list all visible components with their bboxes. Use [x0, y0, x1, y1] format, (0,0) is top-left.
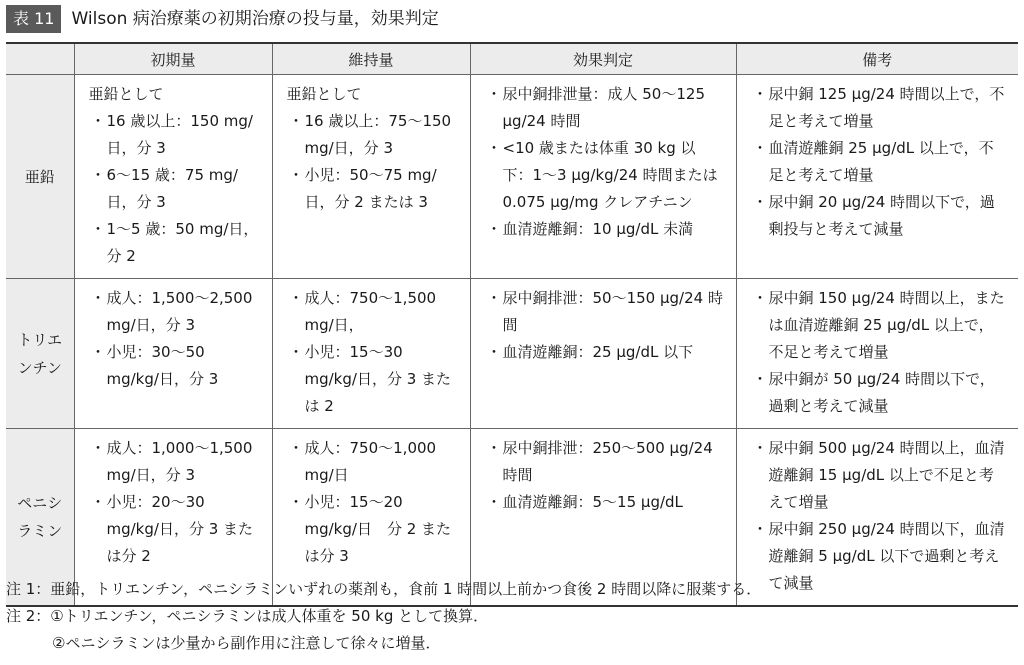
note-1: 注 1：亜鉛，トリエンチン，ペニシラミンいずれの薬剤も，食前 1 時間以上前かつ食後 2 時間以降に服薬する．: [6, 580, 762, 598]
list-item: ・ 16 歳以上：75〜150 mg/日，分 3: [287, 108, 460, 162]
header-remarks: 備考: [736, 43, 1018, 75]
table-row-trientine: [6, 279, 1018, 429]
list-item: ・ 尿中銅 20 μg/24 時間以下で，過剰投与と考えて減量: [751, 189, 1009, 243]
drug-name-line: ラミン: [17, 522, 63, 540]
initial-dose-cell: [74, 279, 272, 429]
list-item: ・ 尿中銅 150 μg/24 時間以上，または血清遊離銅 25 μg/dL 以上で，不足と考えて増量: [751, 285, 1009, 366]
list-item: ・ 成人：1,000〜1,500 mg/日，分 3: [89, 435, 262, 489]
list-item: ・ 小児：30〜50 mg/kg/日，分 3: [89, 339, 262, 393]
cell-lead-text: 亜鉛として: [286, 85, 362, 103]
maintenance-dose-cell: [272, 75, 470, 279]
list-item: ・ 尿中銅が 50 μg/24 時間以下で，過剰と考えて減量: [751, 366, 1009, 420]
header-maintenance-dose: 維持量: [272, 43, 470, 75]
list-item: ・ 血清遊離銅 25 μg/dL 以上で，不足と考えて増量: [751, 135, 1009, 189]
drug-name-line: ンチン: [17, 358, 62, 377]
remarks-cell: [736, 279, 1018, 429]
drug-name: 亜鉛: [24, 167, 55, 186]
list-item: ・ 尿中銅 500 μg/24 時間以上，血清遊離銅 15 μg/dL 以上で不足と考えて増量: [751, 435, 1009, 516]
remarks-cell: [736, 75, 1018, 279]
list-item: ・ 16 歳以上：150 mg/日，分 3: [89, 108, 262, 162]
list-item: ・ 成人：750〜1,000 mg/日: [287, 435, 460, 489]
list-item: ・ 尿中銅排泄：50〜150 μg/24 時間: [485, 285, 726, 339]
initial-dose-cell: [74, 75, 272, 279]
drug-name-cell: [6, 279, 74, 429]
list-item: ・ 小児：20〜30 mg/kg/日，分 3 または分 2: [89, 489, 262, 570]
list-item: ・ 尿中銅排泄：250〜500 μg/24 時間: [485, 435, 726, 489]
dosage-table: [6, 42, 1018, 607]
list-item: ・ 1〜5 歳：50 mg/日，分 2: [89, 216, 262, 270]
table-row-zinc: [6, 75, 1018, 279]
list-item: ・ <10 歳または体重 30 kg 以下：1〜3 μg/kg/24 時間または 0.075 μg/mg クレアチニン: [485, 135, 726, 216]
header-effect-evaluation: 効果判定: [470, 43, 736, 75]
list-item: ・ 尿中銅 125 μg/24 時間以上で，不足と考えて増量: [751, 81, 1009, 135]
table-number-badge: 表 11: [6, 5, 61, 33]
effect-evaluation-cell: [470, 75, 736, 279]
header-drug: [6, 43, 74, 75]
list-item: ・ 血清遊離銅：10 μg/dL 未満: [485, 216, 726, 243]
list-item: ・ 成人：1,500〜2,500 mg/日，分 3: [89, 285, 262, 339]
drug-name-line: ペニシ: [17, 494, 63, 512]
list-item: ・ 血清遊離銅：25 μg/dL 以下: [485, 339, 726, 366]
list-item: ・ 6〜15 歳：75 mg/日，分 3: [89, 162, 262, 216]
list-item: ・ 血清遊離銅：5〜15 μg/dL: [485, 489, 726, 516]
header-initial-dose: 初期量: [74, 43, 272, 75]
list-item: ・ 成人：750〜1,500 mg/日，: [287, 285, 460, 339]
effect-evaluation-cell: [470, 279, 736, 429]
list-item: ・ 尿中銅 250 μg/24 時間以下，血清遊離銅 5 μg/dL 以下で過剰と考えて減量: [751, 516, 1009, 597]
list-item: ・ 小児：50〜75 mg/日，分 2 または 3: [287, 162, 460, 216]
table-header-row: [6, 43, 1018, 75]
cell-lead-text: 亜鉛として: [88, 85, 164, 103]
list-item: ・ 小児：15〜30 mg/kg/日，分 3 または 2: [287, 339, 460, 420]
note-2: 注 2：①トリエンチン，ペニシラミンは成人体重を 50 kg として換算．: [6, 607, 489, 625]
maintenance-dose-cell: [272, 279, 470, 429]
table-title: Wilson 病治療薬の初期治療の投与量，効果判定: [71, 9, 439, 29]
drug-name-cell: [6, 75, 74, 279]
table-notes: [6, 576, 1018, 657]
note-2-continued: ②ペニシラミンは少量から副作用に注意して徐々に増量．: [52, 634, 441, 652]
list-item: ・ 尿中銅排泄量：成人 50〜125 μg/24 時間: [485, 81, 726, 135]
table-caption: [6, 4, 439, 34]
list-item: ・ 小児：15〜20 mg/kg/日 分 2 または分 3: [287, 489, 460, 570]
drug-name-line: トリエ: [17, 330, 63, 349]
